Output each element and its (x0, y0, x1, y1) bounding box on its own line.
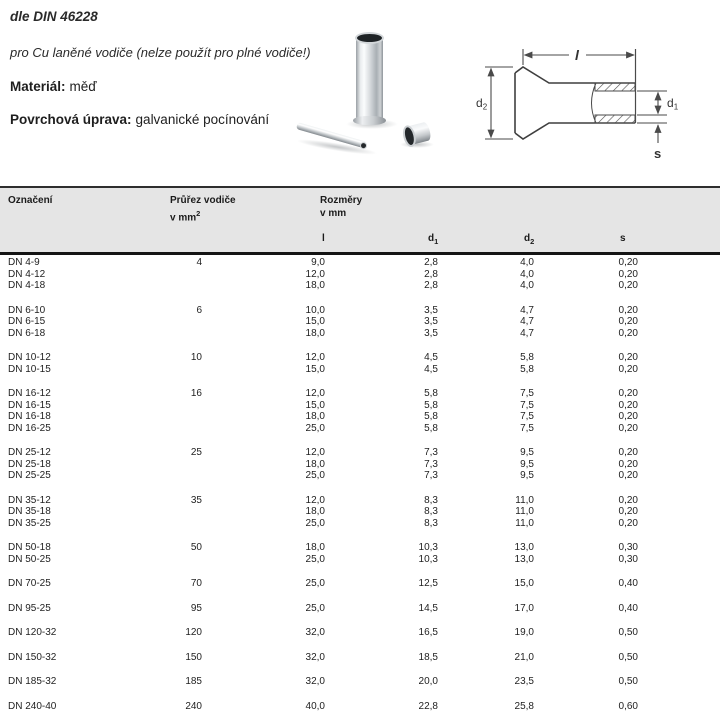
designation-cell: DN 185-32 (8, 676, 57, 687)
cross-section-cell: 16 (190, 388, 202, 399)
table-row (0, 257, 720, 269)
table-row (0, 701, 720, 713)
table-group (0, 257, 720, 292)
cross-section-cell (162, 459, 202, 471)
material-value: měď (69, 79, 97, 94)
cross-section-cell: 70 (190, 578, 202, 589)
d2-cell: 7,5 (520, 411, 534, 422)
d2-cell: 17,0 (514, 602, 534, 614)
header-d2-base: d (524, 233, 531, 244)
s-cell: 0,50 (618, 627, 638, 638)
d2-cell: 4,0 (520, 268, 534, 280)
hatched-wall-top (595, 83, 635, 91)
s-cell: 0,20 (618, 316, 638, 327)
dim-label-d1: $d_1$ (667, 96, 679, 112)
table-row (0, 316, 720, 328)
header-dims-line2: v mm (320, 207, 347, 219)
d1-cell: 5,8 (424, 399, 438, 411)
header-cross-sup: 2 (196, 208, 201, 218)
d1-cell: 12,5 (418, 578, 438, 589)
d2-cell: 9,5 (520, 447, 534, 458)
l-cell: 10,0 (305, 304, 325, 316)
designation-cell: DN 25-25 (8, 470, 51, 481)
designation-cell: DN 50-18 (8, 542, 51, 553)
s-cell: 0,20 (618, 327, 638, 339)
table-row (0, 305, 720, 317)
d1-cell: 5,8 (424, 422, 438, 434)
l-cell: 25,0 (305, 422, 325, 434)
table-row (0, 411, 720, 423)
s-cell: 0,20 (618, 304, 638, 316)
table-row (0, 459, 720, 471)
cross-section-cell (162, 269, 202, 281)
d2-cell: 15,0 (514, 578, 534, 589)
designation-cell: DN 25-18 (8, 458, 51, 470)
d2-cell: 4,0 (520, 257, 534, 268)
cross-section-cell: 150 (185, 651, 202, 663)
l-cell: 15,0 (305, 316, 325, 327)
l-cell: 18,0 (305, 280, 325, 291)
l-cell: 18,0 (305, 327, 325, 339)
dim-label-l: l (575, 47, 579, 63)
d1-cell: 2,8 (424, 268, 438, 280)
table-row (0, 423, 720, 435)
table-row (0, 603, 720, 615)
cross-section-cell: 25 (190, 447, 202, 458)
cross-section-cell (162, 506, 202, 518)
designation-cell: DN 6-18 (8, 327, 46, 339)
header-cross-section (170, 195, 236, 224)
cross-section-cell (162, 400, 202, 412)
s-cell: 0,30 (618, 553, 638, 565)
s-cell: 0,20 (618, 268, 638, 280)
cross-section-cell (162, 554, 202, 566)
d2-cell: 9,5 (520, 470, 534, 481)
l-cell: 18,0 (305, 506, 325, 517)
l-cell: 15,0 (305, 399, 325, 411)
cross-section-cell: 10 (190, 352, 202, 363)
l-cell: 25,0 (305, 578, 325, 589)
table-row (0, 328, 720, 340)
table-row (0, 364, 720, 376)
table-group (0, 447, 720, 482)
d1-cell: 8,3 (424, 517, 438, 529)
l-cell: 12,0 (305, 494, 325, 506)
cross-section-cell: 185 (185, 676, 202, 687)
d1-cell: 3,5 (424, 327, 438, 339)
d2-cell: 5,8 (520, 352, 534, 363)
l-cell: 32,0 (305, 627, 325, 638)
cross-section-cell: 50 (190, 542, 202, 553)
table-row (0, 506, 720, 518)
d1-cell: 14,5 (418, 602, 438, 614)
table-row (0, 352, 720, 364)
l-cell: 25,0 (305, 553, 325, 565)
designation-cell: DN 95-25 (8, 602, 51, 614)
cross-section-cell (162, 411, 202, 423)
header-col-l: l (322, 233, 325, 244)
d1-cell: 3,5 (424, 316, 438, 327)
d2-cell: 7,5 (520, 422, 534, 434)
table-group (0, 305, 720, 340)
cross-section-cell: 120 (185, 627, 202, 638)
designation-cell: DN 16-25 (8, 422, 51, 434)
table-group (0, 652, 720, 664)
d1-cell: 22,8 (418, 700, 438, 712)
cross-section-cell: 35 (190, 494, 202, 506)
s-cell: 0,20 (618, 517, 638, 529)
header-col-s: s (620, 233, 626, 244)
table-row (0, 470, 720, 482)
d2-cell: 23,5 (514, 676, 534, 687)
designation-cell: DN 70-25 (8, 578, 51, 589)
l-cell: 32,0 (305, 676, 325, 687)
designation-cell: DN 35-18 (8, 506, 51, 517)
l-cell: 25,0 (305, 517, 325, 529)
s-cell: 0,20 (618, 399, 638, 411)
l-cell: 18,0 (305, 542, 325, 553)
ferrule-profile (515, 67, 635, 139)
d1-cell: 4,5 (424, 363, 438, 375)
hatched-wall-bottom (595, 115, 635, 123)
d1-cell: 7,3 (424, 470, 438, 481)
header-cross-line1: Průřez vodiče (170, 195, 236, 206)
d2-cell: 7,5 (520, 399, 534, 411)
d2-cell: 13,0 (514, 553, 534, 565)
surface-value: galvanické pocínování (135, 112, 270, 127)
d2-cell: 25,8 (514, 700, 534, 712)
designation-cell: DN 4-12 (8, 268, 46, 280)
designation-cell: DN 150-32 (8, 651, 57, 663)
designation-cell: DN 10-12 (8, 352, 51, 363)
l-cell: 12,0 (305, 352, 325, 363)
designation-cell: DN 16-15 (8, 399, 51, 411)
standard-note: dle DIN 46228 (10, 9, 98, 24)
header-col-d1 (428, 233, 438, 249)
d1-cell: 10,3 (418, 542, 438, 553)
l-cell: 12,0 (305, 268, 325, 280)
header-d1-base: d (428, 233, 435, 244)
s-cell: 0,20 (618, 352, 638, 363)
table-row (0, 447, 720, 459)
designation-cell: DN 6-10 (8, 304, 46, 316)
table-row (0, 578, 720, 590)
designation-cell: DN 4-18 (8, 280, 46, 291)
table-group (0, 495, 720, 530)
cross-section-cell (162, 328, 202, 340)
s-cell: 0,20 (618, 363, 638, 375)
header-col-d2 (524, 233, 534, 249)
designation-cell: DN 16-12 (8, 388, 51, 399)
d2-cell: 21,0 (514, 651, 534, 663)
table-group (0, 627, 720, 639)
cross-section-cell (162, 364, 202, 376)
l-cell: 32,0 (305, 651, 325, 663)
s-cell: 0,20 (618, 411, 638, 422)
designation-cell: DN 10-15 (8, 363, 51, 375)
table-row (0, 269, 720, 281)
table-group (0, 388, 720, 434)
d2-cell: 4,0 (520, 280, 534, 291)
d2-cell: 4,7 (520, 327, 534, 339)
d1-cell: 4,5 (424, 352, 438, 363)
s-cell: 0,20 (618, 280, 638, 291)
d2-cell: 9,5 (520, 458, 534, 470)
table-row (0, 280, 720, 292)
dim-d2 (485, 67, 513, 139)
d1-cell: 5,8 (424, 388, 438, 399)
s-cell: 0,20 (618, 257, 638, 268)
d1-cell: 10,3 (418, 553, 438, 565)
table-group (0, 676, 720, 688)
dimension-diagram (475, 25, 720, 167)
d1-cell: 7,3 (424, 447, 438, 458)
d2-cell: 4,7 (520, 316, 534, 327)
s-cell: 0,20 (618, 422, 638, 434)
d2-cell: 19,0 (514, 627, 534, 638)
dim-d1 (637, 91, 667, 115)
l-cell: 25,0 (305, 602, 325, 614)
l-cell: 40,0 (305, 700, 325, 712)
table-group (0, 578, 720, 590)
s-cell: 0,40 (618, 578, 638, 589)
header-d1-sub: 1 (434, 237, 439, 246)
d2-cell: 11,0 (515, 494, 534, 506)
table-row (0, 400, 720, 412)
table-row (0, 652, 720, 664)
cross-section-cell (162, 280, 202, 292)
surface-label: Povrchová úprava: (10, 112, 132, 127)
table-header (0, 186, 720, 255)
d1-cell: 2,8 (424, 280, 438, 291)
header-dimensions (320, 195, 362, 220)
ferrule-photo (290, 15, 490, 160)
l-cell: 25,0 (305, 470, 325, 481)
s-cell: 0,50 (618, 651, 638, 663)
header-designation: Označení (8, 195, 53, 206)
designation-cell: DN 16-18 (8, 411, 51, 422)
l-cell: 12,0 (305, 447, 325, 458)
d1-cell: 18,5 (418, 651, 438, 663)
usage-note: pro Cu laněné vodiče (nelze použít pro plné vodiče!) (10, 45, 311, 60)
s-cell: 0,20 (618, 458, 638, 470)
table-group (0, 603, 720, 615)
d2-cell: 13,0 (514, 542, 534, 553)
d1-cell: 8,3 (424, 494, 438, 506)
cross-section-cell (162, 316, 202, 328)
d1-cell: 20,0 (418, 676, 438, 687)
designation-cell: DN 35-12 (8, 494, 51, 506)
cross-section-cell: 6 (196, 304, 202, 316)
table-row (0, 676, 720, 688)
s-cell: 0,20 (618, 494, 638, 506)
d2-cell: 4,7 (520, 304, 534, 316)
ferrule-large-image (356, 36, 383, 122)
s-cell: 0,20 (618, 470, 638, 481)
cross-section-cell: 4 (196, 257, 202, 268)
s-cell: 0,50 (618, 676, 638, 687)
s-cell: 0,20 (618, 506, 638, 517)
designation-cell: DN 35-25 (8, 517, 51, 529)
table-group (0, 542, 720, 565)
dim-label-s: s (654, 146, 662, 161)
material-line (10, 79, 97, 94)
l-cell: 15,0 (305, 363, 325, 375)
cross-section-cell (162, 518, 202, 530)
table-group (0, 701, 720, 713)
s-cell: 0,60 (618, 700, 638, 712)
l-cell: 18,0 (305, 458, 325, 470)
table-row (0, 542, 720, 554)
table-row (0, 495, 720, 507)
designation-cell: DN 6-15 (8, 316, 46, 327)
s-cell: 0,30 (618, 542, 638, 553)
header-cross-line2: v mm (170, 211, 197, 223)
dim-s (637, 123, 667, 143)
cross-section-cell: 240 (185, 700, 202, 712)
designation-cell: DN 4-9 (8, 257, 40, 268)
table-row (0, 518, 720, 530)
d2-cell: 5,8 (520, 363, 534, 375)
designation-cell: DN 50-25 (8, 553, 51, 565)
table-row (0, 554, 720, 566)
l-cell: 12,0 (305, 388, 325, 399)
cross-section-cell: 95 (190, 602, 202, 614)
s-cell: 0,20 (618, 447, 638, 458)
l-cell: 9,0 (311, 257, 325, 268)
s-cell: 0,40 (618, 602, 638, 614)
l-cell: 18,0 (305, 411, 325, 422)
table-row (0, 627, 720, 639)
d2-cell: 11,0 (515, 517, 534, 529)
table-row (0, 388, 720, 400)
dim-label-d2: $d_2$ (476, 96, 488, 112)
d2-cell: 11,0 (515, 506, 534, 517)
cross-section-cell (162, 423, 202, 435)
designation-cell: DN 240-40 (8, 700, 57, 712)
s-cell: 0,20 (618, 388, 638, 399)
designation-cell: DN 25-12 (8, 447, 51, 458)
d1-cell: 16,5 (418, 627, 438, 638)
d1-cell: 8,3 (424, 506, 438, 517)
d1-cell: 3,5 (424, 304, 438, 316)
surface-line (10, 112, 269, 127)
material-label: Materiál: (10, 79, 66, 94)
d2-cell: 7,5 (520, 388, 534, 399)
table-group (0, 352, 720, 375)
cross-section-cell (162, 470, 202, 482)
d1-cell: 2,8 (424, 257, 438, 268)
header-d2-sub: 2 (530, 237, 535, 246)
table-body (0, 257, 720, 720)
d1-cell: 7,3 (424, 458, 438, 470)
designation-cell: DN 120-32 (8, 627, 57, 638)
d1-cell: 5,8 (424, 411, 438, 422)
header-dims-line1: Rozměry (320, 195, 363, 206)
